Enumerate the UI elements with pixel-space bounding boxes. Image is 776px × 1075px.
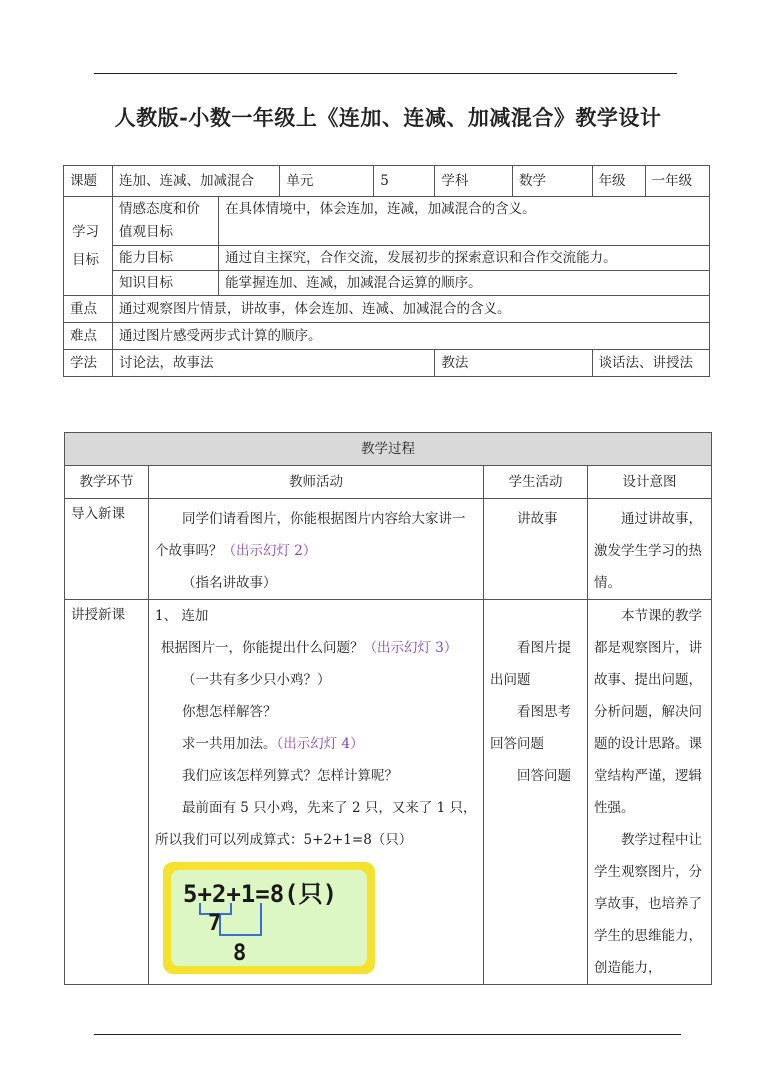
equation-slide-image — [163, 862, 375, 974]
unit-value: 5 — [374, 166, 435, 197]
subject-label: 学科 — [435, 166, 513, 197]
equation-text: 5+2+1=8(只) — [183, 880, 338, 908]
info-row-topic — [64, 166, 710, 197]
goals-label: 学习目标 — [64, 197, 113, 296]
lecture-student-text-3: 回答问题 — [517, 768, 571, 784]
teaching-process-table — [64, 432, 712, 985]
intro-question: 同学们请看图片，你能根据图片内容给大家讲一个故事吗？ — [155, 511, 466, 559]
method-text: 讨论法，故事法 — [112, 350, 434, 377]
lecture-slide-ref-3: （出示幻灯 3） — [363, 640, 458, 656]
key-label: 重点 — [64, 296, 113, 323]
goal-label-ability: 能力目标 — [112, 246, 218, 271]
header-student: 学生活动 — [484, 466, 588, 499]
lecture-student-text-1: 看图片提出问题 — [490, 640, 571, 688]
goal-row-attitude — [64, 197, 710, 246]
lecture-item-heading: 1、 连加 — [155, 608, 209, 624]
subject-value: 数学 — [512, 166, 592, 197]
grade-label: 年级 — [592, 166, 645, 197]
intro-student-text: 讲故事 — [517, 511, 558, 527]
intro-slide-ref: （出示幻灯 2） — [222, 543, 317, 559]
lecture-student-text-2: 看图思考回答问题 — [490, 704, 571, 752]
lecture-intent-2: 教学过程中让学生观察图片，分享故事，也培养了学生的思维能力，创造能力， — [594, 832, 702, 976]
difficulty-label: 难点 — [64, 323, 113, 350]
goal-text-attitude: 在具体情境中，体会连加，连减，加减混合的含义。 — [219, 197, 710, 246]
lecture-slide-ref-4: （出示幻灯 4） — [276, 736, 364, 752]
intro-teacher-text — [155, 503, 477, 567]
intro-intent — [588, 499, 712, 600]
lecture-intent — [588, 600, 712, 985]
lecture-question-text: 根据图片一，你能提出什么问题？ — [161, 640, 364, 656]
lecture-intent-1: 本节课的教学都是观察图片，讲故事、提出问题，分析问题，解决问题的设计思路。课堂结构严谨，逻辑性强。 — [594, 608, 702, 816]
goal-text-ability: 通过自主探究，合作交流，发展初步的探索意识和合作交流能力。 — [219, 246, 710, 271]
goal-label-attitude: 情感态度和价值观目标 — [112, 197, 218, 246]
intro-stage: 导入新课 — [65, 499, 149, 600]
lecture-student-2 — [490, 696, 581, 760]
equation-board — [171, 870, 367, 966]
footer-rule — [94, 1034, 681, 1035]
unit-label: 单元 — [280, 166, 374, 197]
lecture-student-3 — [490, 760, 581, 792]
process-title: 教学过程 — [65, 433, 712, 466]
header-rule — [94, 73, 677, 74]
intro-teacher-note: （指名讲故事） — [182, 575, 277, 591]
method-label: 学法 — [64, 350, 113, 377]
goal-row-ability — [64, 246, 710, 271]
key-text: 通过观察图片情景，讲故事，体会连加、连减、加减混合的含义。 — [112, 296, 709, 323]
document-title: 人教版-小数一年级上《连加、连减、加减混合》教学设计 — [114, 105, 662, 130]
difficulty-row — [64, 323, 710, 350]
intro-teacher — [149, 499, 484, 600]
topic-label: 课题 — [64, 166, 113, 197]
lecture-use-addition — [155, 728, 477, 760]
grade-value: 一年级 — [645, 166, 709, 197]
header-intent: 设计意图 — [588, 466, 712, 499]
lecture-equation-explain: 最前面有 5 只小鸡，先来了 2 只，又来了 1 只，所以我们可以列成算式：5+2+1=8（只） — [155, 800, 477, 848]
goal-text-knowledge: 能掌握连加、连减，加减混合运算的顺序。 — [219, 271, 710, 296]
teach-label: 教法 — [435, 350, 592, 377]
process-title-row — [65, 433, 712, 466]
goal-label-knowledge: 知识目标 — [112, 271, 218, 296]
lecture-stage: 讲授新课 — [65, 600, 149, 985]
header-teacher: 教师活动 — [149, 466, 484, 499]
lecture-equation-question: 我们应该怎样列算式？怎样计算呢？ — [182, 768, 398, 784]
intro-intent-text: 通过讲故事，激发学生学习的热情。 — [594, 511, 702, 591]
teach-text: 谈话法、讲授法 — [592, 350, 709, 377]
header-stage: 教学环节 — [65, 466, 149, 499]
method-row — [64, 350, 710, 377]
intro-student — [484, 499, 588, 600]
lecture-use-addition-text: 求一共用加法。 — [182, 736, 277, 752]
lecture-student-1 — [490, 632, 581, 696]
step2-result: 8 — [233, 941, 247, 966]
lecture-row — [65, 600, 712, 985]
intro-row — [65, 499, 712, 600]
lesson-info-table — [63, 165, 710, 377]
process-header-row — [65, 466, 712, 499]
lecture-student — [484, 600, 588, 985]
key-row — [64, 296, 710, 323]
lecture-chick-question: （一共有多少只小鸡？） — [182, 672, 331, 688]
lecture-how-to-solve: 你想怎样解答？ — [182, 704, 277, 720]
topic-value: 连加、连减、加减混合 — [112, 166, 279, 197]
goal-row-knowledge — [64, 271, 710, 296]
step1-result: 7 — [208, 911, 222, 936]
lecture-teacher — [149, 600, 484, 985]
equation-diagram — [171, 870, 367, 966]
difficulty-text: 通过图片感受两步式计算的顺序。 — [112, 323, 709, 350]
lecture-question — [155, 632, 477, 664]
